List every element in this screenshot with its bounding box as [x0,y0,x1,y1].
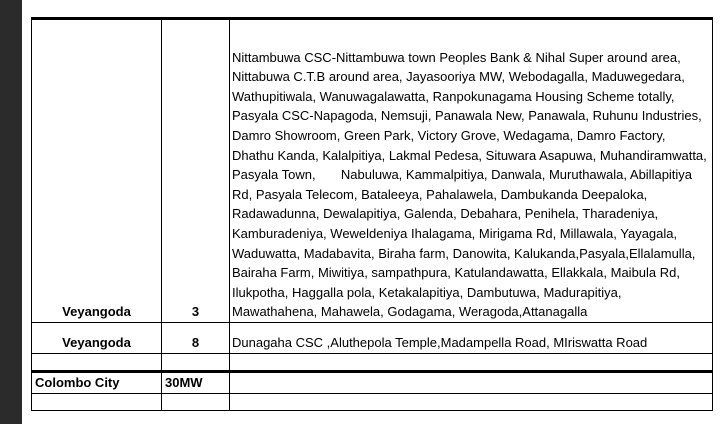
area-cell: Veyangoda [32,19,162,323]
locations-cell: Dunagaha CSC ,Aluthepola Temple,Madampella Road, MIriswatta Road [230,323,713,354]
schedule-sheet [31,17,712,411]
location-line: Nittabuwa C.T.B around area, Jayasooriya MW, Webodagalla, Maduwegedara, [232,69,685,85]
table-row [32,323,713,354]
location-line: Ilukpotha, Haggalla pola, Ketakalapitiya, Dambutuwa, Madurapitiya, [232,284,622,300]
spacer-row [32,393,713,410]
feeder-cell: 30MW [162,372,230,394]
window-edge-bar [0,0,22,424]
power-interruption-table [31,17,713,411]
empty-cell [230,354,713,372]
empty-cell [162,354,230,372]
table-row [32,372,713,394]
location-line: Pasyala Town, Nabuluwa, Kammalpitiya, Danwala, Muruthawala, Abillapitiya [232,167,693,183]
area-cell: Colombo City [32,372,162,394]
location-line: Bairaha Farm, Miwitiya, sampathpura, Katulandawatta, Ellakkala, Maibula Rd, [232,265,680,281]
table-row [32,19,713,323]
empty-cell [32,393,162,410]
locations-cell [230,19,713,323]
feeder-cell: 3 [162,19,230,323]
location-line: Pasyala CSC-Napagoda, Nemsuji, Panawala New, Panawala, Ruhunu Industries, [232,108,702,124]
location-line: Nittambuwa CSC-Nittambuwa town Peoples Bank & Nihal Super around area, [232,49,681,65]
location-line: Wathupitiwala, Wanuwagalawatta, Ranpokunagama Housing Scheme totally, [232,88,675,104]
location-line: Waduwatta, Madabavita, Biraha farm, Danowita, Kalukanda,Pasyala,Ellalamulla, [232,245,696,261]
empty-cell [230,372,713,394]
spacer-row [32,354,713,372]
location-line: Mawathahena, Mahawela, Godagama, Weragoda,Attanagalla [232,304,588,320]
empty-cell [230,393,713,410]
location-line: Kamburadeniya, Weweldeniya Ihalagama, Mirigama Rd, Millawala, Yayagala, [232,226,678,242]
location-line: Damro Showroom, Green Park, Victory Grove, Wedagama, Damro Factory, [232,128,666,144]
feeder-cell: 8 [162,323,230,354]
location-line: Dhathu Kanda, Kalalpitiya, Lakmal Pedesa, Situwara Asapuwa, Muhandiramwatta, [232,147,707,163]
area-cell: Veyangoda [32,323,162,354]
location-line: Rd, Pasyala Telecom, Bataleeya, Pahalawela, Dambukanda Deepaloka, [232,186,648,202]
location-line: Radawadunna, Dewalapitiya, Galenda, Debahara, Penihela, Tharadeniya, [232,206,659,222]
empty-cell [32,354,162,372]
empty-cell [162,393,230,410]
